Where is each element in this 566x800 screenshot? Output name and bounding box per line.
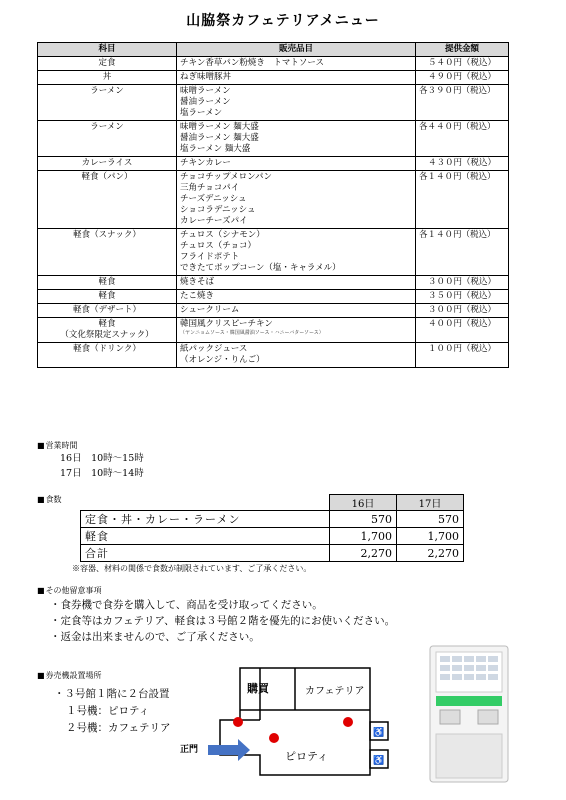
menu-price: ３００円（税込） (416, 276, 509, 290)
menu-items (177, 229, 416, 276)
menu-items (177, 57, 416, 71)
menu-price: ３００円（税込） (416, 304, 509, 318)
menu-item-name: 韓国風クリスピーチキン (180, 319, 273, 329)
menu-price: ４９０円（税込） (416, 71, 509, 85)
page-title: 山脇祭カフェテリアメニュー (186, 13, 380, 29)
menu-items (177, 304, 416, 318)
menu-item-name: 醤油ラーメン 麺大盛 (180, 133, 259, 143)
row-label: 定食・丼・カレー・ラーメン (81, 511, 330, 528)
category-line: （文化祭限定スナック） (60, 330, 154, 340)
category-line: カレーライス (81, 158, 133, 168)
menu-category (38, 171, 177, 229)
count-16: 570 (330, 511, 397, 528)
menu-items (177, 318, 416, 343)
vending-list (54, 686, 170, 737)
category-line: 軽食（スナック） (73, 230, 141, 240)
header-items: 販売品目 (177, 43, 416, 57)
map-shop-label: 購買 (247, 682, 269, 695)
category-line: 軽食 (98, 319, 116, 329)
menu-item-name: 醤油ラーメン (180, 97, 231, 107)
category-line: 軽食（パン） (81, 172, 133, 182)
menu-item-name: フライドポテト (180, 252, 240, 262)
menu-item-name: できたてポップコーン（塩・キャラメル） (180, 263, 341, 273)
menu-category (38, 71, 177, 85)
category-line: 軽食 (98, 291, 116, 301)
menu-items (177, 290, 416, 304)
menu-price: ４００円（税込） (416, 318, 509, 343)
menu-price: 各１４０円（税込） (416, 171, 509, 229)
category-line: 丼 (102, 72, 112, 82)
menu-category (38, 290, 177, 304)
menu-item-name: チュロス（シナモン） (180, 230, 265, 240)
menu-items (177, 85, 416, 121)
meal-count-table (80, 494, 464, 562)
menu-item-name: 焼きそば (180, 277, 215, 287)
menu-row (38, 121, 509, 157)
category-line: ラーメン (90, 122, 124, 132)
menu-row (38, 343, 509, 368)
category-line: 定食 (98, 58, 116, 68)
menu-row (38, 157, 509, 171)
menu-category (38, 229, 177, 276)
menu-item-name: たこ焼き (180, 291, 215, 301)
map-piloti-label: ピロティ (285, 750, 329, 763)
menu-item-name: チョコチップメロンパン (180, 172, 273, 182)
hours-day-17: 17日 10時～14時 (60, 468, 144, 479)
notes-list (50, 597, 395, 645)
category-line: 軽食 (98, 277, 116, 287)
count-17: 2,270 (397, 545, 464, 562)
menu-category (38, 157, 177, 171)
meals-heading: ■ 食数 (37, 494, 62, 505)
vending-machine-marker-icon (269, 733, 279, 743)
meal-caution: ※容器、材料の関係で食数が制限されています、ご了承ください。 (72, 564, 312, 573)
header-price: 提供金額 (416, 43, 509, 57)
menu-item-name: ねぎ味噌豚丼 (180, 72, 232, 82)
floor-map (180, 660, 405, 785)
notes-heading: ■ その他留意事項 (37, 585, 102, 596)
menu-item-name: 味噌ラーメン (180, 86, 231, 96)
menu-row (38, 229, 509, 276)
col-17: 17日 (397, 495, 464, 511)
menu-price: ５４０円（税込） (416, 57, 509, 71)
menu-item-note: （ヤンニョムソース・韓国風醤油ソース・ハニーバターソース） (180, 330, 324, 336)
note-item: ・ 食券機で食券を購入して、商品を受け取ってください。 (50, 597, 395, 613)
row-label: 合計 (81, 545, 330, 562)
menu-price: 各１４０円（税込） (416, 229, 509, 276)
col-16: 16日 (330, 495, 397, 511)
menu-items (177, 276, 416, 290)
menu-row (38, 290, 509, 304)
menu-row (38, 276, 509, 290)
header-category: 科目 (38, 43, 177, 57)
menu-row (38, 71, 509, 85)
restroom-icon: ♿ (373, 756, 385, 766)
menu-item-name: 味噌ラーメン 麺大盛 (180, 122, 259, 132)
menu-row (38, 85, 509, 121)
menu-category (38, 343, 177, 368)
note-item: ・ 返金は出来ませんので、ご了承ください。 (50, 629, 395, 645)
menu-price: ４３０円（税込） (416, 157, 509, 171)
menu-price: ３５０円（税込） (416, 290, 509, 304)
menu-category (38, 85, 177, 121)
menu-table (37, 42, 509, 368)
menu-item-name: 紙パックジュース (180, 344, 248, 354)
hours-day-16: 16日 10時～15時 (60, 453, 144, 464)
menu-item-name: 塩ラーメン (180, 108, 223, 118)
category-line: ラーメン (90, 86, 124, 96)
menu-item-name: シュークリーム (180, 305, 240, 315)
menu-price: 各３９０円（税込） (416, 85, 509, 121)
count-16: 2,270 (330, 545, 397, 562)
menu-items (177, 171, 416, 229)
restroom-icon: ♿ (373, 728, 385, 738)
menu-item-name: チーズデニッシュ (180, 194, 247, 204)
menu-items (177, 343, 416, 368)
map-cafeteria-label: カフェテリア (305, 686, 365, 697)
category-line: 軽食（ドリンク） (73, 344, 141, 354)
map-gate-label: 正門 (180, 745, 199, 755)
vending-heading: ■ 券売機設置場所 (37, 670, 102, 681)
ticket-machine-image (428, 644, 510, 784)
count-17: 1,700 (397, 528, 464, 545)
gate-arrow-icon (208, 739, 250, 761)
vending-machine-marker-icon (233, 717, 243, 727)
menu-item-name: （オレンジ・りんご） (180, 355, 265, 365)
menu-item-name: 三角チョコパイ (180, 183, 240, 193)
menu-item-name: ショコラデニッシュ (180, 205, 256, 215)
hours-heading: ■ 営業時間 (37, 440, 78, 451)
menu-category (38, 121, 177, 157)
menu-item-name: チキン香草パン粉焼き トマトソース (180, 58, 324, 68)
menu-items (177, 71, 416, 85)
count-17: 570 (397, 511, 464, 528)
menu-row (38, 318, 509, 343)
vending-line: ・３号館１階に２台設置 (54, 688, 170, 700)
row-label: 軽食 (81, 528, 330, 545)
menu-item-name: 塩ラーメン 麺大盛 (180, 144, 251, 154)
menu-items (177, 121, 416, 157)
menu-category (38, 276, 177, 290)
menu-item-name: カレーチーズパイ (180, 216, 248, 226)
vending-line: １号機：ピロティ (66, 705, 150, 717)
menu-item-name: チキンカレー (180, 158, 231, 168)
menu-price: １００円（税込） (416, 343, 509, 368)
count-16: 1,700 (330, 528, 397, 545)
menu-category (38, 318, 177, 343)
menu-row (38, 304, 509, 318)
business-hours (60, 451, 144, 481)
menu-row (38, 57, 509, 71)
category-line: 軽食（デザート） (72, 305, 141, 315)
vending-machine-marker-icon (343, 717, 353, 727)
vending-line: ２号機：カフェテリア (66, 722, 171, 734)
menu-row (38, 171, 509, 229)
menu-items (177, 157, 416, 171)
menu-price: 各４４０円（税込） (416, 121, 509, 157)
menu-category (38, 57, 177, 71)
menu-category (38, 304, 177, 318)
menu-item-name: チュロス（チョコ） (180, 241, 256, 251)
note-item: ・ 定食等はカフェテリア、軽食は３号館２階を優先的にお使いください。 (50, 613, 395, 629)
